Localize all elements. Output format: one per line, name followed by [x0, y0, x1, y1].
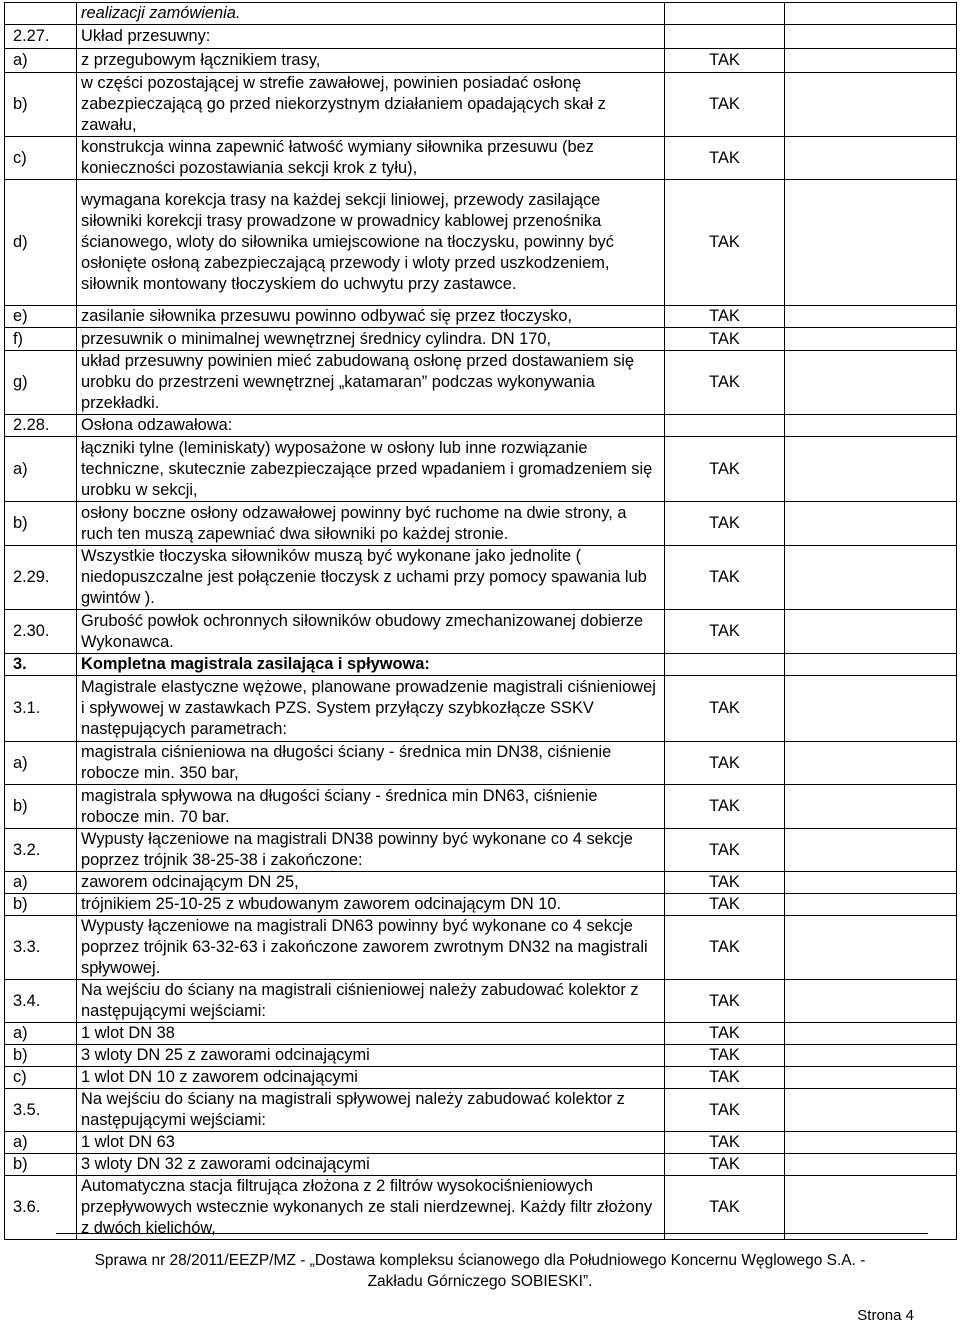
item-number: 3.3. — [5, 916, 77, 980]
offer-parameter-cell — [785, 180, 957, 306]
item-text: Magistrale elastyczne wężowe, planowane prowadzenie magistrali ciśnieniowej i spływowej w zastawkach PZS. System przyłączy szybkozłącze SSKV następujących parametrach: — [77, 676, 665, 742]
offer-parameter-cell — [785, 610, 957, 654]
item-number: 3.2. — [5, 829, 77, 872]
item-text: realizacji zamówienia. — [77, 3, 665, 25]
item-text: magistrala spływowa na długości ściany - średnica min DN63, ciśnienie robocze min. 70 bar. — [77, 785, 665, 829]
offer-parameter-cell — [785, 137, 957, 180]
table-row — [5, 351, 957, 415]
item-number: 3.4. — [5, 980, 77, 1023]
item-number: d) — [5, 180, 77, 306]
table-row — [5, 872, 957, 894]
item-text: zasilanie siłownika przesuwu powinno odbywać się przez tłoczysko, — [77, 306, 665, 328]
item-number: 2.29. — [5, 546, 77, 610]
item-text: Na wejściu do ściany na magistrali spływowej należy zabudować kolektor z następującymi wejściami: — [77, 1089, 665, 1132]
requirement-status: TAK — [665, 180, 785, 306]
item-number: a) — [5, 1132, 77, 1154]
item-number: a) — [5, 1023, 77, 1045]
offer-parameter-cell — [785, 654, 957, 676]
offer-parameter-cell — [785, 742, 957, 785]
item-number: c) — [5, 137, 77, 180]
offer-parameter-cell — [785, 829, 957, 872]
table-row — [5, 306, 957, 328]
offer-parameter-cell — [785, 328, 957, 351]
item-number: a) — [5, 742, 77, 785]
requirement-status: TAK — [665, 1045, 785, 1067]
item-text: 3 wloty DN 25 z zaworami odcinającymi — [77, 1045, 665, 1067]
item-text: Kompletna magistrala zasilająca i spływowa: — [77, 654, 665, 676]
requirement-status: TAK — [665, 73, 785, 137]
item-text: magistrala ciśnieniowa na długości ściany - średnica min DN38, ciśnienie robocze min. 350 bar, — [77, 742, 665, 785]
item-number: b) — [5, 1154, 77, 1176]
table-row — [5, 1023, 957, 1045]
requirement-status: TAK — [665, 742, 785, 785]
table-row — [5, 742, 957, 785]
requirement-status — [665, 3, 785, 25]
footer-line-2: Zakładu Górniczego SOBIESKI”. — [367, 1273, 593, 1290]
offer-parameter-cell — [785, 3, 957, 25]
page-footer — [30, 1250, 930, 1292]
item-number: b) — [5, 785, 77, 829]
item-number: 3.6. — [5, 1176, 77, 1240]
offer-parameter-cell — [785, 1067, 957, 1089]
item-text: Grubość powłok ochronnych siłowników obudowy zmechanizowanej dobierze Wykonawca. — [77, 610, 665, 654]
offer-parameter-cell — [785, 1154, 957, 1176]
requirement-status: TAK — [665, 872, 785, 894]
offer-parameter-cell — [785, 49, 957, 73]
table-row — [5, 1176, 957, 1240]
item-text: Na wejściu do ściany na magistrali ciśnieniowej należy zabudować kolektor z następującymi wejściami: — [77, 980, 665, 1023]
requirement-status: TAK — [665, 610, 785, 654]
requirement-status: TAK — [665, 137, 785, 180]
requirement-status — [665, 654, 785, 676]
item-text: układ przesuwny powinien mieć zabudowaną osłonę przed dostawaniem się urobku do przestrzeni wewnętrznej „katamaran” podczas wykonywania przekładki. — [77, 351, 665, 415]
table-row — [5, 1132, 957, 1154]
table-row — [5, 1067, 957, 1089]
table-row — [5, 180, 957, 306]
offer-parameter-cell — [785, 502, 957, 546]
item-number: f) — [5, 328, 77, 351]
offer-parameter-cell — [785, 546, 957, 610]
item-number: b) — [5, 502, 77, 546]
table-row — [5, 916, 957, 980]
item-number: b) — [5, 894, 77, 916]
table-row — [5, 502, 957, 546]
item-number: 3.5. — [5, 1089, 77, 1132]
table-row — [5, 546, 957, 610]
table-row — [5, 980, 957, 1023]
item-number: a) — [5, 872, 77, 894]
item-number: e) — [5, 306, 77, 328]
item-number: g) — [5, 351, 77, 415]
item-text: Wszystkie tłoczyska siłowników muszą być wykonane jako jednolite ( niedopuszczalne jest połączenie tłoczysk z uchami przy pomocy spawania lub gwintów ). — [77, 546, 665, 610]
item-number: a) — [5, 49, 77, 73]
offer-parameter-cell — [785, 1023, 957, 1045]
offer-parameter-cell — [785, 980, 957, 1023]
requirement-status: TAK — [665, 49, 785, 73]
offer-parameter-cell — [785, 73, 957, 137]
table-row — [5, 654, 957, 676]
requirement-status: TAK — [665, 829, 785, 872]
requirement-status: TAK — [665, 980, 785, 1023]
table-row — [5, 25, 957, 49]
table-row — [5, 3, 957, 25]
offer-parameter-cell — [785, 351, 957, 415]
table-row — [5, 437, 957, 502]
table-row — [5, 894, 957, 916]
item-number: 3. — [5, 654, 77, 676]
item-number — [5, 3, 77, 25]
requirement-status: TAK — [665, 351, 785, 415]
offer-parameter-cell — [785, 1132, 957, 1154]
page-number: Strona 4 — [857, 1307, 914, 1324]
requirement-status: TAK — [665, 1023, 785, 1045]
requirement-status: TAK — [665, 916, 785, 980]
requirement-status: TAK — [665, 1089, 785, 1132]
requirement-status: TAK — [665, 676, 785, 742]
requirement-status: TAK — [665, 502, 785, 546]
item-text: z przegubowym łącznikiem trasy, — [77, 49, 665, 73]
requirement-status: TAK — [665, 306, 785, 328]
item-number: 2.28. — [5, 415, 77, 437]
item-text: 1 wlot DN 63 — [77, 1132, 665, 1154]
offer-parameter-cell — [785, 916, 957, 980]
requirement-status: TAK — [665, 1132, 785, 1154]
offer-parameter-cell — [785, 1089, 957, 1132]
requirement-status: TAK — [665, 1154, 785, 1176]
item-text: konstrukcja winna zapewnić łatwość wymiany siłownika przesuwu (bez konieczności pozostawiania sekcji krok z tyłu), — [77, 137, 665, 180]
item-text: łączniki tylne (leminiskaty) wyposażone w osłony lub inne rozwiązanie techniczne, skutecznie zabezpieczające przed wpadaniem i gromadzeniem się urobku w sekcji, — [77, 437, 665, 502]
table-row — [5, 829, 957, 872]
requirement-status: TAK — [665, 546, 785, 610]
table-row — [5, 1045, 957, 1067]
requirement-status: TAK — [665, 328, 785, 351]
item-text: 3 wloty DN 32 z zaworami odcinającymi — [77, 1154, 665, 1176]
item-text: 1 wlot DN 10 z zaworem odcinającymi — [77, 1067, 665, 1089]
item-text: osłony boczne osłony odzawałowej powinny być ruchome na dwie strony, a ruch ten muszą zapewniać dwa siłowniki po każdej stronie. — [77, 502, 665, 546]
table-row — [5, 49, 957, 73]
offer-parameter-cell — [785, 872, 957, 894]
item-number: 2.27. — [5, 25, 77, 49]
requirement-status: TAK — [665, 437, 785, 502]
table-row — [5, 73, 957, 137]
offer-parameter-cell — [785, 25, 957, 49]
offer-parameter-cell — [785, 1045, 957, 1067]
item-text: przesuwnik o minimalnej wewnętrznej średnicy cylindra. DN 170, — [77, 328, 665, 351]
item-text: Wypusty łączeniowe na magistrali DN63 powinny być wykonane co 4 sekcje poprzez trójnik 63-32-63 i zakończone zaworem zwrotnym DN32 na magistrali spływowej. — [77, 916, 665, 980]
table-row — [5, 328, 957, 351]
item-text: w części pozostającej w strefie zawałowej, powinien posiadać osłonę zabezpieczającą go przed niekorzystnym działaniem opadających skał z zawału, — [77, 73, 665, 137]
requirement-status: TAK — [665, 1067, 785, 1089]
requirement-status: TAK — [665, 785, 785, 829]
item-text: 1 wlot DN 38 — [77, 1023, 665, 1045]
offer-parameter-cell — [785, 894, 957, 916]
table-row — [5, 676, 957, 742]
requirement-status: TAK — [665, 1176, 785, 1240]
offer-parameter-cell — [785, 676, 957, 742]
table-row — [5, 1089, 957, 1132]
item-number: b) — [5, 1045, 77, 1067]
item-number: a) — [5, 437, 77, 502]
requirement-status: TAK — [665, 894, 785, 916]
item-text: Automatyczna stacja filtrująca złożona z 2 filtrów wysokociśnieniowych przepływowych wstecznie wykonanych ze stali nierdzewnej. Każdy filtr złożony z dwóch kielichów, — [77, 1176, 665, 1240]
item-number: 2.30. — [5, 610, 77, 654]
table-row — [5, 785, 957, 829]
requirements-table — [4, 2, 957, 1240]
item-text: trójnikiem 25-10-25 z wbudowanym zaworem odcinającym DN 10. — [77, 894, 665, 916]
item-text: Osłona odzawałowa: — [77, 415, 665, 437]
table-row — [5, 1154, 957, 1176]
offer-parameter-cell — [785, 785, 957, 829]
item-number: c) — [5, 1067, 77, 1089]
offer-parameter-cell — [785, 415, 957, 437]
requirement-status — [665, 25, 785, 49]
offer-parameter-cell — [785, 1176, 957, 1240]
offer-parameter-cell — [785, 437, 957, 502]
table-row — [5, 415, 957, 437]
requirement-status — [665, 415, 785, 437]
item-number: 3.1. — [5, 676, 77, 742]
item-text: Układ przesuwny: — [77, 25, 665, 49]
footer-line-1: Sprawa nr 28/2011/EEZP/MZ - „Dostawa kompleksu ścianowego dla Południowego Koncernu Węglowego S.A. - — [94, 1252, 866, 1269]
table-row — [5, 137, 957, 180]
item-text: wymagana korekcja trasy na każdej sekcji liniowej, przewody zasilające siłowniki korekcji trasy prowadzone w prowadnicy kablowej przenośnika ścianowego, wloty do siłownika umiejscowione na tłoczysku, powinny być osłonięte osłoną zabezpieczającą przewody i wloty przed uszkodzeniem, siłownik montowany tłoczyskiem do uchwytu przy zastawce. — [77, 180, 665, 306]
item-number: b) — [5, 73, 77, 137]
table-row — [5, 610, 957, 654]
offer-parameter-cell — [785, 306, 957, 328]
footer-divider — [56, 1233, 928, 1234]
item-text: zaworem odcinającym DN 25, — [77, 872, 665, 894]
item-text: Wypusty łączeniowe na magistrali DN38 powinny być wykonane co 4 sekcje poprzez trójnik 38-25-38 i zakończone: — [77, 829, 665, 872]
